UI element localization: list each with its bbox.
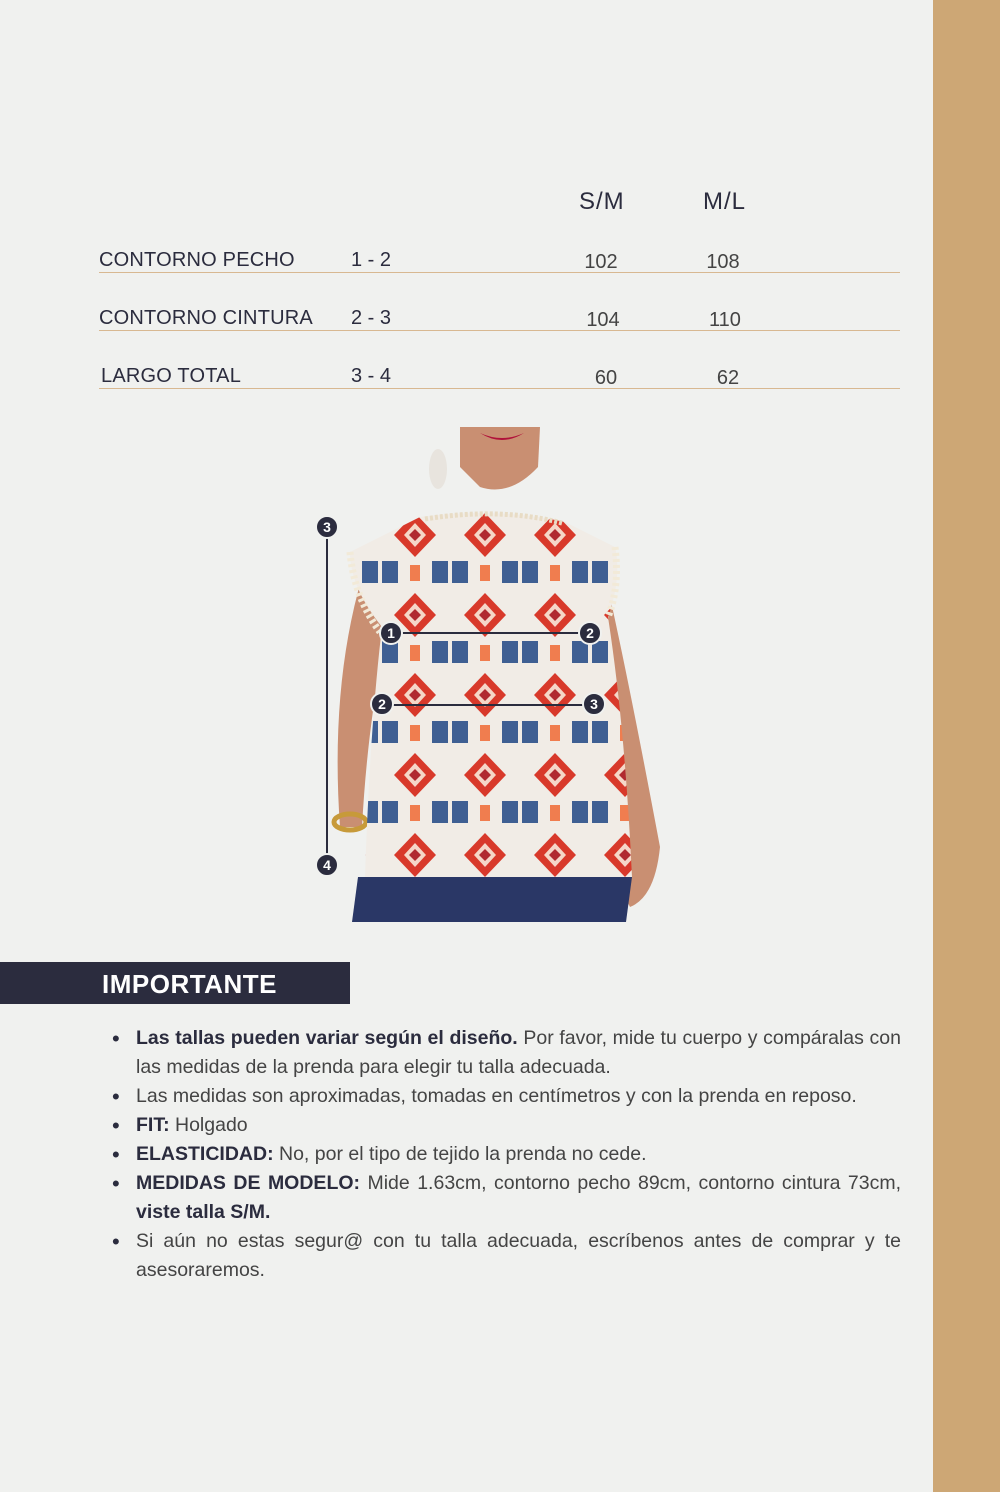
side-accent-stripe xyxy=(933,0,1000,1492)
product-measurement-figure xyxy=(310,427,670,922)
value-ml: 108 xyxy=(706,251,740,273)
row-label: CONTORNO CINTURA xyxy=(99,307,313,329)
list-item xyxy=(112,1024,901,1082)
note-bold-size: viste talla S/M. xyxy=(136,1201,271,1223)
note-bold: FIT: xyxy=(136,1114,170,1136)
table-row xyxy=(99,242,900,273)
row-points: 2 - 3 xyxy=(351,307,392,329)
importante-banner xyxy=(0,962,350,1004)
value-sm: 102 xyxy=(584,251,618,273)
importante-title: IMPORTANTE xyxy=(102,969,277,999)
note-text: Mide 1.63cm, contorno pecho 89cm, contorno cintura 73cm, xyxy=(360,1172,901,1194)
column-header-ml: M/L xyxy=(703,188,747,215)
value-sm: 104 xyxy=(586,309,620,331)
list-item xyxy=(112,1227,901,1285)
model-blouse-illustration xyxy=(310,427,670,922)
note-bold: MEDIDAS DE MODELO: xyxy=(136,1172,361,1194)
note-text: Si aún no estas segur@ con tu talla adecuada, escríbenos antes de comprar y te asesoraremos. xyxy=(136,1230,901,1281)
value-sm: 60 xyxy=(594,367,618,389)
value-ml: 62 xyxy=(716,367,740,389)
column-header-sm: S/M xyxy=(579,188,625,215)
note-bold: ELASTICIDAD: xyxy=(136,1143,274,1165)
row-points: 3 - 4 xyxy=(351,365,392,387)
list-item xyxy=(112,1111,901,1140)
list-item xyxy=(112,1140,901,1169)
note-text: Las medidas son aproximadas, tomadas en centímetros y con la prenda en reposo. xyxy=(136,1085,857,1107)
note-text: Holgado xyxy=(169,1114,248,1136)
marker-1: 1 xyxy=(379,621,403,645)
marker-2-right: 2 xyxy=(578,621,602,645)
table-row xyxy=(99,358,900,389)
note-bold: Las tallas pueden variar según el diseño. xyxy=(136,1027,518,1049)
length-measure-line xyxy=(326,527,328,865)
marker-4: 4 xyxy=(315,853,339,877)
table-row xyxy=(99,300,900,331)
marker-3-top: 3 xyxy=(315,515,339,539)
chest-measure-line xyxy=(392,632,590,634)
waist-measure-line xyxy=(384,704,594,706)
importante-notes-list xyxy=(112,1024,901,1285)
note-text: No, por el tipo de tejido la prenda no cede. xyxy=(273,1143,647,1165)
note-text: Por favor, mide tu cuerpo y compáralas con las medidas de la prenda para elegir tu talla adecuada. xyxy=(136,1027,901,1078)
marker-2-left: 2 xyxy=(370,692,394,716)
list-item xyxy=(112,1169,901,1227)
row-label: CONTORNO PECHO xyxy=(99,249,295,271)
value-ml: 110 xyxy=(709,309,741,331)
list-item xyxy=(112,1082,901,1111)
row-points: 1 - 2 xyxy=(351,249,392,271)
row-label: LARGO TOTAL xyxy=(101,365,242,387)
size-table xyxy=(99,180,900,400)
marker-3-right: 3 xyxy=(582,692,606,716)
